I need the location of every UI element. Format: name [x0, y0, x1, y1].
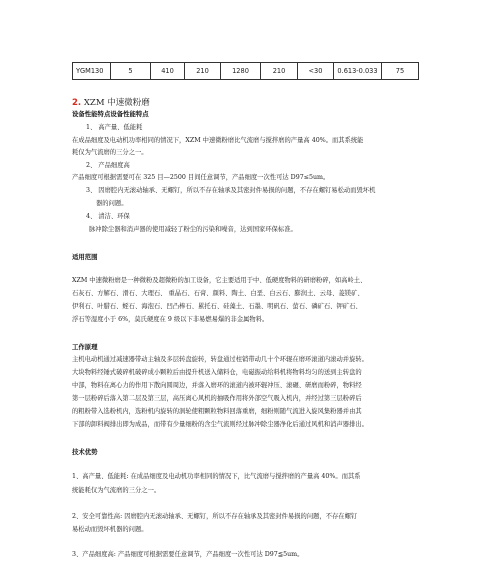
feature-1-text: 在成品细度及电动机功率相同的情况下，XZM 中速微粉磨比气流磨与搅拌磨的产量高 40%。而其系统能	[72, 137, 364, 144]
feature-1-text: 耗仅为气流磨的三分之一。	[72, 149, 148, 156]
table-cell: 410	[151, 63, 185, 80]
spec-table	[72, 62, 419, 80]
advantage-3-text: 3、产品细度高: 产品细度可根据需要任意调节，产品细度一次性可达 D97≦5um。	[72, 551, 304, 558]
advantage-2-text: 2、安全可靠性高: 因磨腔内无滚动轴承、无螺钉，所以不存在轴承及其密封件易损的问题，不存在螺钉	[72, 513, 358, 520]
principle-text: 大块物料经锤式破碎机破碎成小颗粒后由提升机送入储料仓，电磁振动给料机将物料均匀的送到主转盘的	[72, 369, 362, 376]
advantage-1-text: 1、高产量、低能耗: 在成品细度及电动机功率相同的情况下，比气流磨与搅拌磨的产量高 40%。而其系	[72, 473, 361, 480]
advantage-1-text: 统能耗仅为气流磨的三分之一。	[72, 487, 161, 494]
feature-3-text: 器的问题。	[96, 200, 128, 207]
scope-text: 伊利石、叶腊石、蛭石、海泡石、凹凸棒石、累托石、硅藻土、石墨、明矾石、萤石、磷矿石、钾矿石、	[72, 303, 362, 310]
feature-2-title: 2、 产品细度高	[86, 162, 130, 169]
table-cell: 210	[185, 63, 221, 80]
principle-text: 中部，物料在离心力的作用下散向圆周边，并落入磨环的滚道内被环辊冲压、滚碾、研磨而粉碎，物料经	[72, 382, 362, 389]
feature-4-title: 4、 清洁、环保	[86, 213, 130, 220]
table-cell: <30	[298, 63, 334, 80]
advantages-heading: 技术优势	[72, 448, 98, 456]
section-heading	[72, 96, 150, 108]
table-cell: YGM130	[73, 63, 111, 80]
principle-text: 主机电动机通过减速器带动主轴及多层转盘旋转，转盘通过柱销带动几十个环辊在磨环滚道内滚动并旋转。	[72, 356, 368, 363]
principle-text: 下部的卸料阀排出即为成品，而带有少量细粉的含尘气流则经过脉冲除尘器净化后通过风机和消声器排出。	[72, 421, 368, 428]
scope-text: XZM 中速微粉磨是一种微粉及超微粉的加工设备，它主要适用于中、低硬度物料的研磨粉碎，如高岭土、	[72, 277, 367, 284]
principle-text: 第一层粉碎后落入第二层及第三层，高压离心风机的抽吸作用将外部空气吸入机内，并经过第三层粉碎后	[72, 395, 362, 402]
advantage-2-text: 易松动而毁坏机器的问题。	[72, 526, 148, 533]
scope-text: 石灰石、方解石、滑石、大理石、 重晶石、石膏、颜料、陶土、白垩、白云石、膨润土、云母、菱镁矿、	[72, 290, 364, 297]
table-cell: 5	[111, 63, 151, 80]
feature-4-text: 脉冲除尘器和消声器的使用减轻了粉尘的污染和噪音，达到国家环保标准。	[89, 226, 297, 233]
table-cell: 75	[382, 63, 419, 80]
feature-3-text: 3、 因磨腔内无滚动轴承、无螺钉，所以不存在轴承及其密封件易损的问题，不存在螺钉易松动而毁坏机	[86, 187, 376, 194]
section-title: XZM 中速微粉磨	[83, 98, 150, 108]
features-heading: 设备性能特点设备性能特点	[72, 110, 149, 118]
feature-2-text: 产品细度可根据需要可在 325 目—2500 目间任意调节，产品细度一次性可达 D97≤5um。	[72, 174, 330, 181]
table-cell: 1280	[221, 63, 261, 80]
scope-heading: 适用范围	[72, 253, 98, 261]
table-row	[73, 63, 419, 80]
table-cell: 0.613-0.033	[334, 63, 382, 80]
section-number: 2.	[72, 98, 82, 108]
principle-text: 的粗粉带入选粉机内，选粉机内旋转的涡轮使粗颗粒物料回落重磨，细粉则随气流进入旋风集粉器并由其	[72, 408, 362, 415]
table-cell: 210	[261, 63, 298, 80]
feature-1-title: 1、 高产量、低能耗	[86, 124, 143, 131]
scope-text: 浮石等湿度小于 6%，莫氏硬度在 9 级以下非易燃易爆的非金属物料。	[72, 316, 269, 323]
principle-heading: 工作原理	[72, 343, 98, 351]
